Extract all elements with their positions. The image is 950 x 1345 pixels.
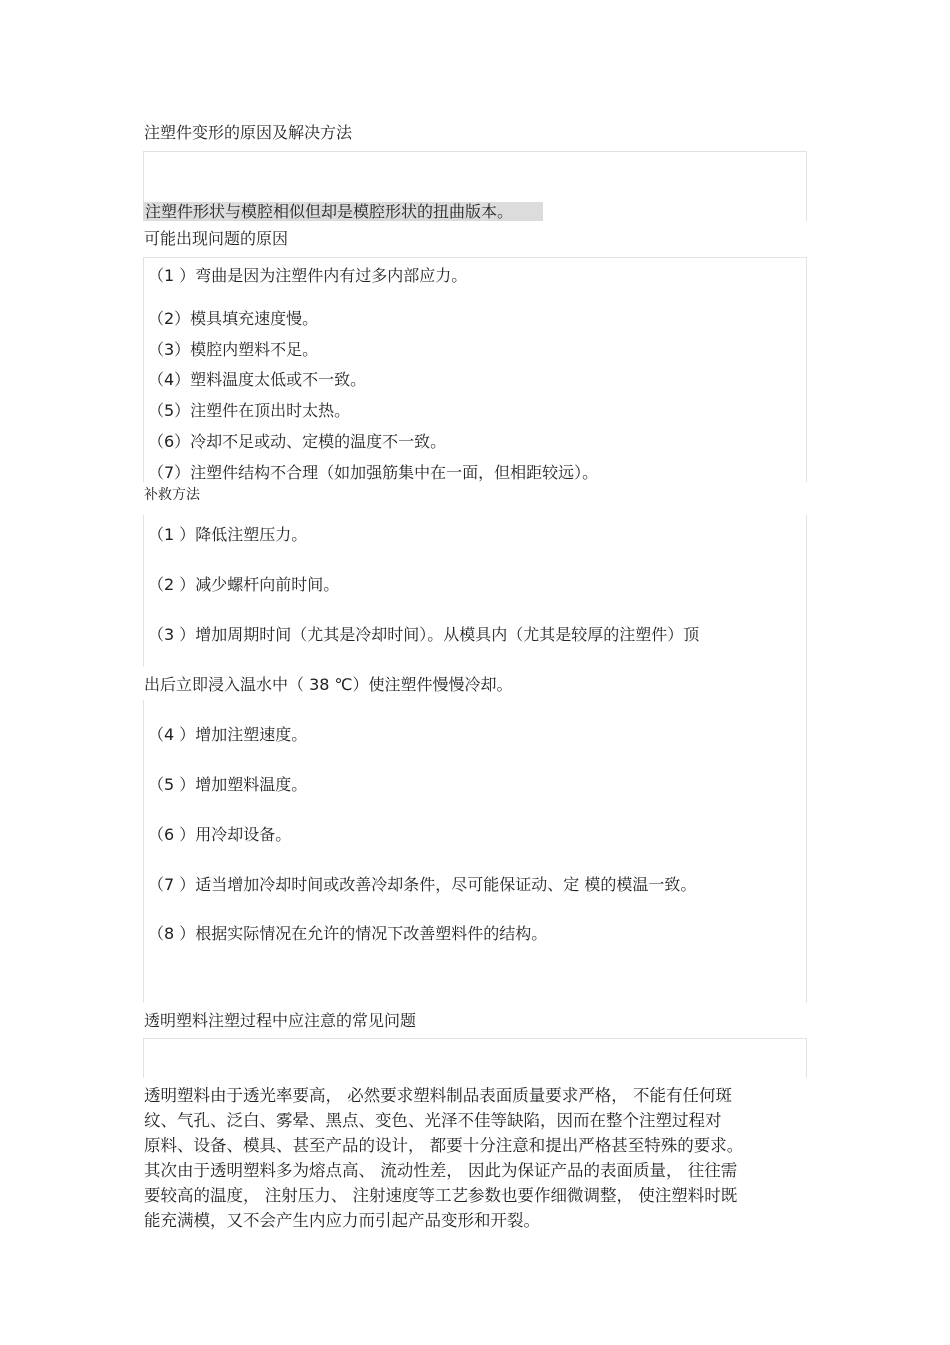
box-right-4 [806, 1038, 807, 1078]
remedies-heading: 补救方法 [144, 487, 200, 503]
causes-heading: 可能出现问题的原因 [144, 229, 289, 248]
cause-item-5: （5）注塑件在顶出时太热。 [148, 401, 351, 420]
section2-line-4: 其次由于透明塑料多为熔点高、 流动性差， 因此为保证产品的表面质量， 往往需 [144, 1161, 738, 1180]
box-left-3b [143, 700, 144, 1003]
remedy-item-4: （4 ）增加注塑速度。 [148, 725, 308, 744]
remedy-item-7: （7 ）适当增加冷却时间或改善冷却条件，尽可能保证动、定 模的模温一致。 [148, 875, 697, 894]
section2-line-2: 纹、气孔、泛白、雾晕、黑点、变色、光泽不佳等缺陷，因而在整个注塑过程对 [144, 1111, 722, 1130]
box-top-1 [143, 151, 807, 152]
remedy-item-3: （3 ）增加周期时间（尤其是冷却时间）。从模具内（尤其是较厚的注塑件）顶 [148, 625, 700, 644]
cause-item-7: （7）注塑件结构不合理（如加强筋集中在一面，但相距较远）。 [148, 463, 599, 482]
box-left-4 [143, 1038, 144, 1078]
section2-title: 透明塑料注塑过程中应注意的常见问题 [144, 1011, 417, 1030]
cause-item-2: （2）模具填充速度慢。 [148, 309, 319, 328]
remedy-item-1: （1 ）降低注塑压力。 [148, 525, 308, 544]
remedy-item-5: （5 ）增加塑料温度。 [148, 775, 308, 794]
cause-item-1: （1 ）弯曲是因为注塑件内有过多内部应力。 [148, 266, 468, 285]
cause-item-3: （3）模腔内塑料不足。 [148, 340, 319, 359]
section2-line-5: 要较高的温度， 注射压力、 注射速度等工艺参数也要作细微调整， 使注塑料时既 [144, 1186, 738, 1205]
box-right-1 [806, 151, 807, 221]
cause-item-6: （6）冷却不足或动、定模的温度不一致。 [148, 432, 447, 451]
remedy-item-6: （6 ）用冷却设备。 [148, 825, 292, 844]
box-top-2 [143, 257, 807, 258]
cause-item-4: （4）塑料温度太低或不一致。 [148, 370, 367, 389]
box-left-3 [143, 515, 144, 667]
box-left-2 [143, 257, 144, 482]
remedy-item-3-cont: 出后立即浸入温水中（ 38 ℃）使注塑件慢慢冷却。 [144, 675, 513, 694]
remedy-item-8: （8 ）根据实际情况在允许的情况下改善塑料件的结构。 [148, 924, 548, 943]
page-title: 注塑件变形的原因及解决方法 [144, 123, 353, 142]
box-right-3 [806, 515, 807, 1003]
description-text: 注塑件形状与模腔相似但却是模腔形状的扭曲版本。 [143, 202, 543, 221]
box-right-2 [806, 257, 807, 482]
remedy-item-2: （2 ）减少螺杆向前时间。 [148, 575, 340, 594]
description [143, 199, 543, 222]
section2-line-1: 透明塑料由于透光率要高， 必然要求塑料制品表面质量要求严格， 不能有任何斑 [144, 1086, 732, 1105]
box-top-4 [143, 1038, 807, 1039]
section2-line-6: 能充满模，又不会产生内应力而引起产品变形和开裂。 [144, 1211, 540, 1230]
section2-line-3: 原料、设备、模具、甚至产品的设计， 都要十分注意和提出严格甚至特殊的要求。 [144, 1136, 744, 1155]
